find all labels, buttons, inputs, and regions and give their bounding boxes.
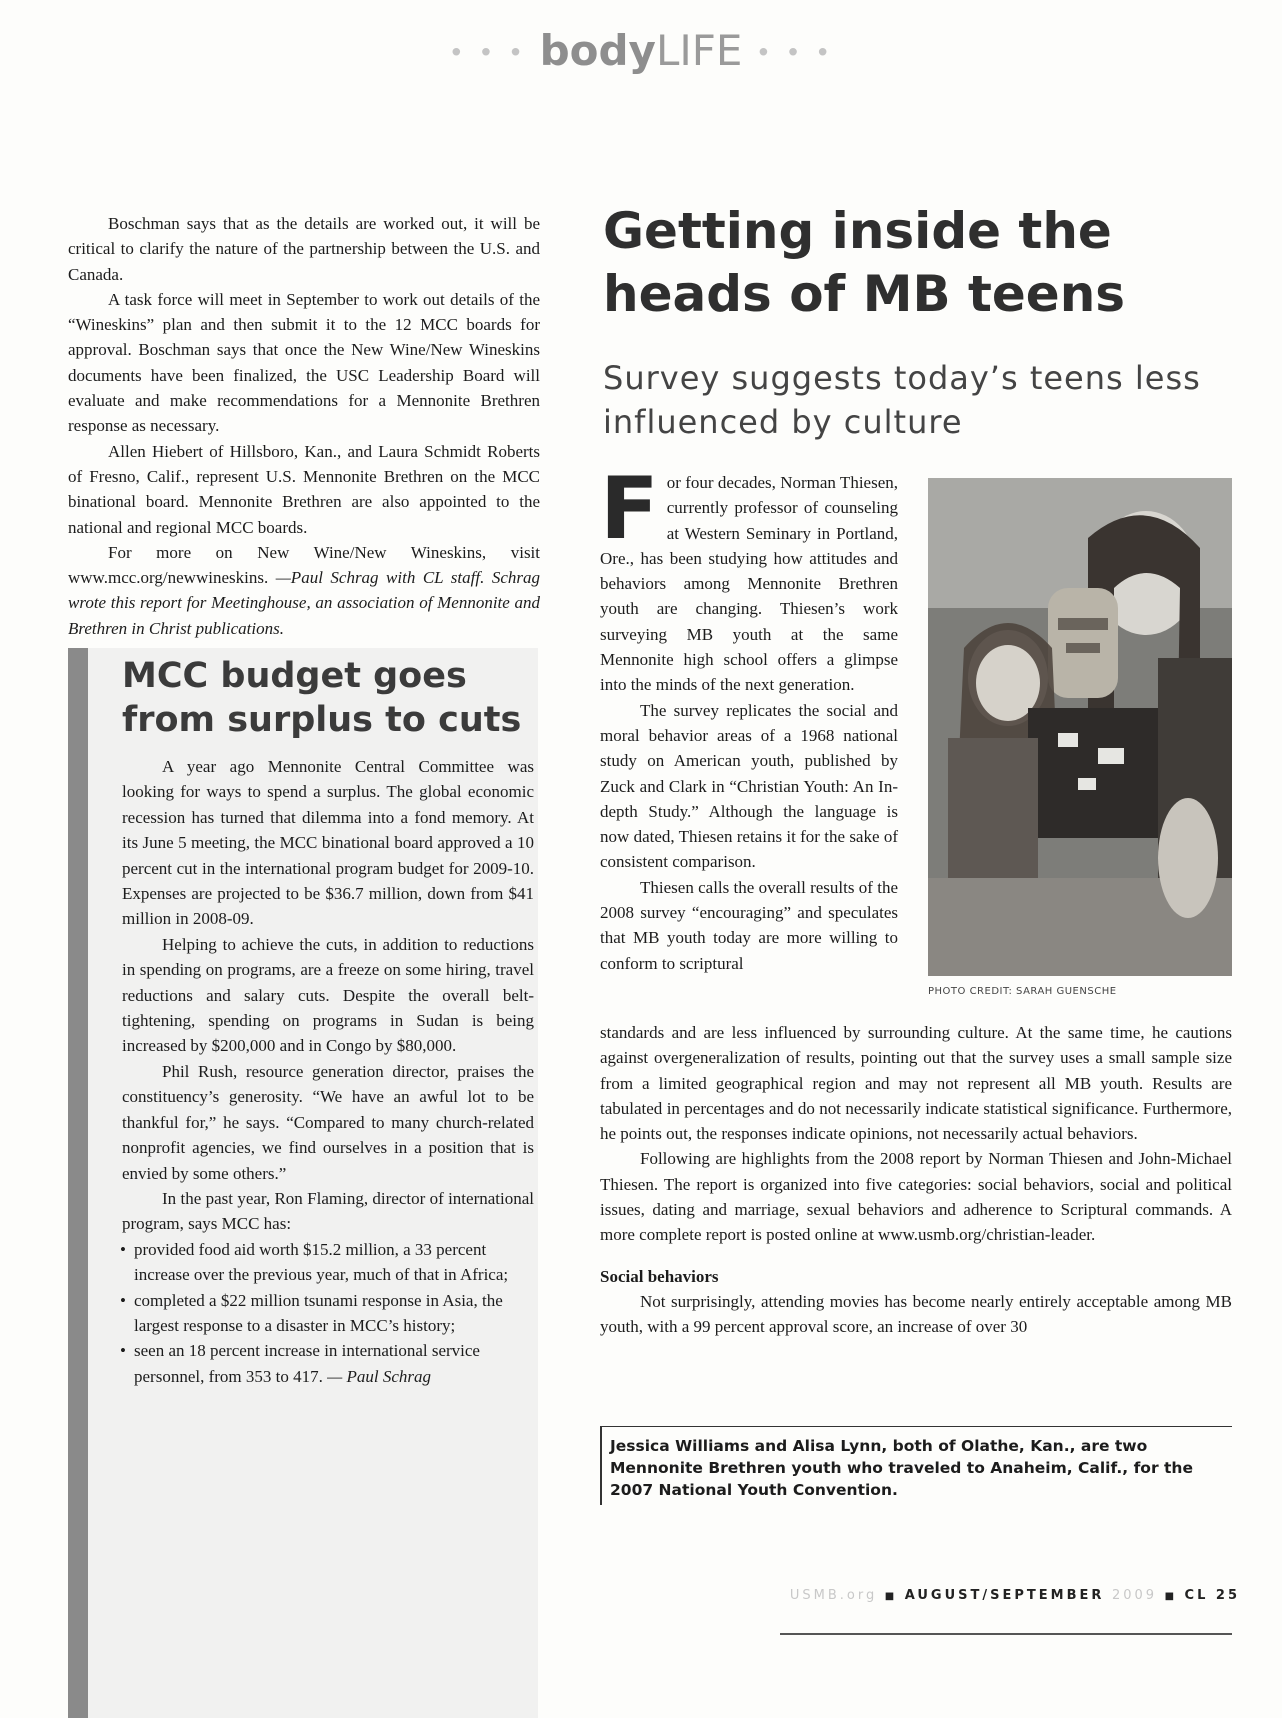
sidebar-paragraph: Helping to achieve the cuts, in addition to reductions in spending on programs, are a freeze on some hiring, travel reductions and salary cuts. Despite the overall belt-tightening, spending on programs in Sudan is being increased by $200,000 and in Congo by $80,000. <box>122 934 534 1056</box>
left-paragraph-last <box>68 540 540 641</box>
header-dots-left: • • • <box>448 38 527 69</box>
photo-caption: Jessica Williams and Alisa Lynn, both of Olathe, Kan., are two Mennonite Brethren youth who traveled to Anaheim, Calif., for the 2007 National Youth Convention. <box>600 1426 1232 1505</box>
footer-year: 2009 <box>1111 1588 1158 1603</box>
sidebar-paragraph: Phil Rush, resource generation director, praises the constituency’s generosity. “We have an awful lot to be thankful for,” he says. “Compared to many church-related nonprofit agencies, we find ourselves in a position that is envied by some others.” <box>122 1061 534 1183</box>
article-paragraph: Following are highlights from the 2008 report by Norman Thiesen and John-Michael Thiesen. The report is organized into five categories: social behaviors, social and political issues, dating and marriage, sexual behaviors and adherence to Scriptural commands. A more complete report is posted online at www.usmb.org/christian-leader. <box>600 1149 1232 1245</box>
sidebar-bullet-text: seen an 18 percent increase in international service personnel, from 353 to 417. <box>134 1341 480 1386</box>
sidebar-bullet: • provided food aid worth $15.2 million, a 33 percent increase over the previous year, much of that in Africa; <box>122 1237 534 1288</box>
left-paragraph: Boschman says that as the details are worked out, it will be critical to clarify the nature of the partnership between the U.S. and Canada. <box>68 214 540 284</box>
sidebar-bullet: • completed a $22 million tsunami response in Asia, the largest response to a disaster in MCC’s history; <box>122 1288 534 1339</box>
header-section-light: LIFE <box>655 26 743 75</box>
sidebar-box <box>68 648 538 1718</box>
footer-issue: AUGUST/SEPTEMBER <box>904 1588 1105 1603</box>
teens-photo-illustration <box>928 478 1232 976</box>
page-footer <box>700 1588 1240 1603</box>
sidebar-content <box>122 654 534 1389</box>
article-first-paragraph <box>600 459 898 698</box>
header-dots-right: • • • <box>755 38 834 69</box>
article-subhead: Survey suggests today’s teens less influenced by culture <box>603 359 1201 441</box>
footer-publication: CL <box>1184 1588 1209 1603</box>
photo-credit: PHOTO CREDIT: SARAH GUENSCHE <box>928 986 1117 997</box>
left-paragraph: A task force will meet in September to work out details of the “Wineskins” plan and then submit it to the 12 MCC boards for approval. Boschman says that once the New Wine/New Wineskins documents have been finalized, the USC Leadership Board will evaluate and make recommendations for a Mennonite Brethren response as necessary. <box>68 289 540 436</box>
teens-photo <box>928 478 1232 976</box>
article-full-column <box>600 1020 1232 1340</box>
footer-rule <box>780 1633 1232 1635</box>
article-paragraph: Not surprisingly, attending movies has become nearly entirely acceptable among MB youth, with a 99 percent approval score, an increase of over 30 <box>600 1291 1232 1337</box>
footer-square-icon: ■ <box>1164 1591 1178 1602</box>
article-paragraph: The survey replicates the social and moral behavior areas of a 1968 national study on American youth, published by Zuck and Clark in “Christian Youth: An In-depth Study.” Although the language is now dated, Thiesen retains it for the sake of consistent comparison. <box>600 700 898 872</box>
article-paragraph: or four decades, Norman Thiesen, currently professor of counseling at Western Seminary in Portland, Ore., has been studying how attitudes and behaviors among Mennonite Brethren youth are changing. Thiesen’s work surveying MB youth at the same Mennonite high school offers a glimpse into the minds of the next generation. <box>600 473 898 695</box>
footer-page-number: 25 <box>1215 1588 1240 1603</box>
left-column-text <box>68 211 540 641</box>
article-paragraph: Thiesen calls the overall results of the 2008 survey “encouraging” and speculates that MB youth today are more willing to conform to scriptural <box>600 877 898 973</box>
sidebar-bullet-list <box>122 1237 534 1389</box>
left-paragraph-credit: —Paul Schrag with CL staff. Schrag wrote this report for Meetinghouse, an association of Mennonite and Brethren in Christ publications. <box>68 568 540 638</box>
article-paragraph: standards and are less influenced by surrounding culture. At the same time, he cautions against overgeneralization of results, pointing out that the survey uses a small sample size from a limited geographical region and may not represent all MB youth. Results are tabulated in percentages and do not necessarily indicate statistical significance. Furthermore, he points out, the responses indicate opinions, not necessarily actual behaviors. <box>600 1023 1232 1144</box>
sidebar-paragraph: In the past year, Ron Flaming, director of international program, says MCC has: <box>122 1188 534 1234</box>
left-paragraph: Allen Hiebert of Hillsboro, Kan., and Laura Schmidt Roberts of Fresno, Calif., represent U.S. Mennonite Brethren on the MCC binational board. Mennonite Brethren are also appointed to the national and regional MCC boards. <box>68 441 540 537</box>
section-heading: Social behaviors <box>600 1266 719 1286</box>
sidebar-credit: — Paul Schrag <box>327 1366 431 1386</box>
sidebar-bullet-last <box>122 1338 534 1389</box>
drop-cap: F <box>600 459 659 559</box>
footer-square-icon: ■ <box>884 1591 898 1602</box>
sidebar-title: MCC budget goes from surplus to cuts <box>122 656 522 740</box>
footer-site: USMB.org <box>789 1588 878 1603</box>
article-top-column <box>600 459 898 976</box>
sidebar-paragraph: A year ago Mennonite Central Committee was looking for ways to spend a surplus. The global economic recession has turned that dilemma into a fond memory. At its June 5 meeting, the MCC binational board approved a 10 percent cut in the international program budget for 2009-10. Expenses are projected to be $36.7 million, down from $41 million in 2008-09. <box>122 757 534 929</box>
section-header <box>0 26 1282 75</box>
header-section-bold: body <box>539 26 656 75</box>
article-headline: Getting inside the heads of MB teens <box>603 202 1126 323</box>
left-paragraph-text: For more on New Wine/New Wineskins, visit www.mcc.org/newwineskins. <box>68 542 540 588</box>
